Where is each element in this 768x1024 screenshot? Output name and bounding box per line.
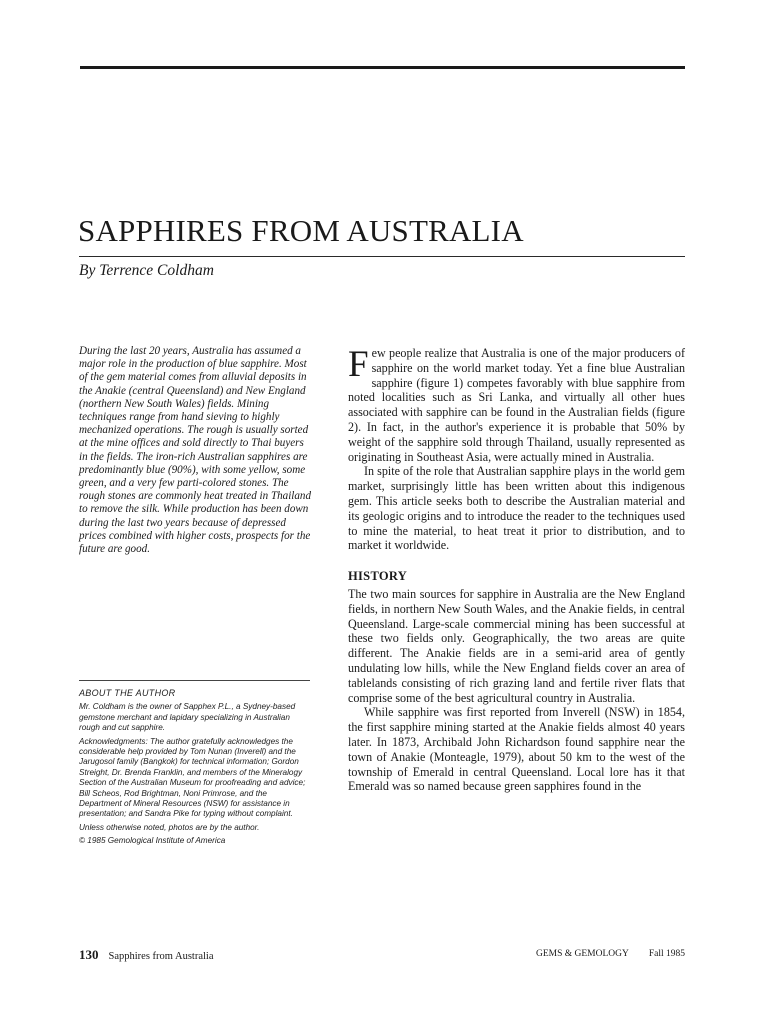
body-paragraph-1 (348, 346, 685, 464)
about-author-rule (79, 680, 310, 681)
photo-credit: Unless otherwise noted, photos are by the author. (79, 822, 260, 832)
acknowledgments: Acknowledgments: The author gratefully acknowledges the considerable help provided by Tom Nunan (Inverell) and the Jarugosol family (Bangkok) for technical information; Gordon Streight, Dr. Brenda Franklin, and members of the Mineralogy Section of the Australian Museum for proofreading and advice; Bill Scheos, Rod Brightman, Noni Primrose, and the Department of Mineral Resources (NSW) for assistance in presentation; and Sandra Pike for typing without complaint. (79, 736, 306, 819)
about-author (79, 688, 311, 850)
journal-name: GEMS & GEMOLOGY (535, 949, 629, 959)
journal-issue: Fall 1985 (648, 949, 685, 959)
top-rule (80, 66, 685, 69)
section-heading-history: HISTORY (348, 569, 408, 584)
body-paragraph-1-text: ew people realize that Australia is one of the major producers of sapphire on the world market today. Yet a fine blue Australian sapphire (figure 1) competes favorably with blue sapphire from noted localities such as Sri Lanka, and virtually all other hues associated with sapphire can be found in the Australian fields (figure 2). In fact, in the author's experience it is probable that 50% by weight of the sapphire sold through Thailand, usually represented as originating in Southeast Asia, were actually mined in Australia. (348, 346, 685, 464)
drop-cap: F (348, 344, 369, 385)
running-title: Sapphires from Australia (108, 951, 214, 962)
abstract (79, 345, 314, 556)
page-number: 130 (79, 947, 99, 962)
body-paragraph-3: The two main sources for sapphire in Australia are the New England fields, in northern New South Wales, and the Anakie fields, in central Queensland. Large-scale commercial mining has been successful at these two fields only. Geographically, the two areas are quite different. The Anakie fields are in a semi-arid area of gently undulating low hills, while the New England fields cover an area of tablelands consisting of rich grazing land and fertile river flats that comprise some of the best agricultural country in Australia. (348, 586, 685, 705)
article-title: SAPPHIRES FROM AUSTRALIA (78, 213, 524, 248)
author-bio: Mr. Coldham is the owner of Sapphex P.L., a Sydney-based gemstone merchant and lapidary specializing in Australian rough and cut sapphire. (79, 702, 296, 733)
body-paragraph-4: While sapphire was first reported from Inverell (NSW) in 1854, the first sapphire mining started at the Anakie fields almost 40 years later. In 1873, Archibald John Richardson found sapphire near the town of Anakie (Monteagle, 1979), about 50 km to the west of the township of Emerald in central Queensland. Local lore has it that Emerald was so named because green sapphires found in the (348, 705, 685, 794)
byline: By Terrence Coldham (79, 262, 214, 279)
copyright: © 1985 Gemological Institute of America (79, 836, 226, 846)
title-rule (79, 256, 685, 257)
footer-right (536, 949, 685, 959)
body-paragraph-2: In spite of the role that Australian sapphire plays in the world gem market, surprisingly little has been written about this indigenous gem. This article seeks both to describe the Australian material and its geologic origins and to introduce the reader to the techniques used to mine the material, to heat treat it prior to distribution, and to market it worldwide. (348, 464, 685, 553)
body-column (348, 346, 685, 794)
about-author-heading: ABOUT THE AUTHOR (79, 688, 176, 698)
abstract-text: During the last 20 years, Australia has assumed a major role in the production of blue sapphire. Most of the gem material comes from alluvial deposits in the Anakie (central Queensland) and New England (northern New South Wales) fields. Mining techniques range from hand sieving to highly mechanized operations. The rough is usually sorted at the mine offices and sold directly to Thai buyers in the fields. The iron-rich Australian sapphires are predominantly blue (90%), with some yellow, some green, and a very few parti-colored stones. The rough stones are commonly heat treated in Thailand to remove the silk. While production has been down during the last two years because of depressed prices combined with higher costs, prospects for the future are good. (79, 345, 312, 556)
footer-left (79, 947, 213, 963)
